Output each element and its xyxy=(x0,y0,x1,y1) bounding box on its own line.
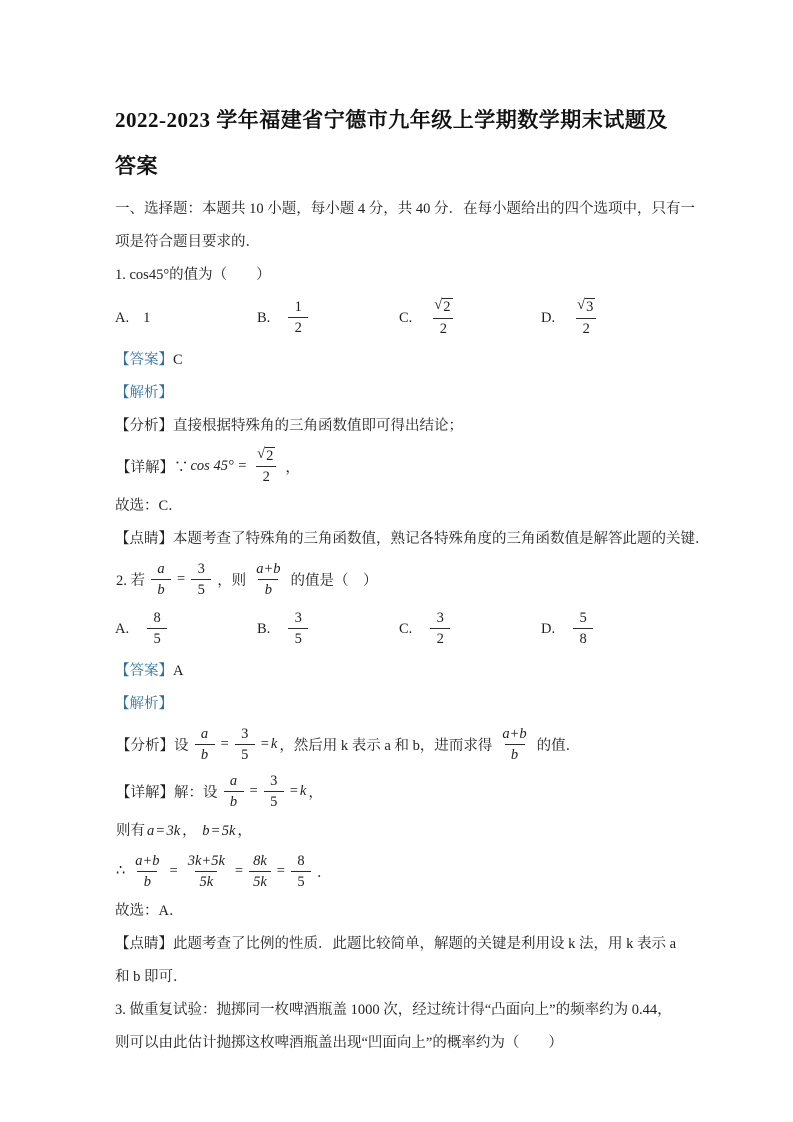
q1-option-b xyxy=(257,293,399,343)
math-text: = xyxy=(276,863,285,879)
q2-dianjing-line2: 和 b 即可． xyxy=(115,969,188,985)
math-text: ，然后用 k 表示 a 和 b，进而求得 xyxy=(279,738,493,754)
q1-xiangjie xyxy=(115,443,683,490)
fraction: $\frac{a+b}{b}$ xyxy=(256,560,281,598)
math-variable: b xyxy=(202,823,210,839)
math-text: = xyxy=(156,823,165,839)
math-variable: cos 45° = xyxy=(190,458,248,474)
radical-sign: √ 3 xyxy=(577,297,594,316)
q2-answer-value: A xyxy=(173,663,184,679)
math-text: 【分析】设 xyxy=(116,738,189,754)
q1-option-d-label: D. xyxy=(541,309,556,326)
math-text: ， xyxy=(308,785,323,801)
q1-option-c-label: C. xyxy=(399,309,413,326)
math-variable: a xyxy=(147,823,155,839)
math-text: = xyxy=(169,863,178,879)
q2-stem xyxy=(115,556,683,603)
fraction: $\frac{1}{2}$ xyxy=(288,299,308,336)
doc-title-line2: 答案 xyxy=(115,154,158,178)
math-text: 1 xyxy=(143,309,151,326)
q2-option-a-value xyxy=(142,610,172,647)
q2-option-b-label: B. xyxy=(257,620,271,637)
q2-guxuan: 故选：A． xyxy=(115,903,184,919)
q1-answer-value: C xyxy=(173,352,183,368)
fraction: $\frac{3}{5}$ xyxy=(235,726,255,763)
q1-answer-line xyxy=(115,344,683,377)
q1-option-c-value xyxy=(425,298,461,337)
q2-jiexi-label: 【解析】 xyxy=(115,696,173,712)
math-text: ， xyxy=(237,823,252,839)
fraction: $\frac{3}{5}$ xyxy=(191,561,211,598)
q1-option-a-label: A. xyxy=(115,309,130,326)
q2-dianjing-line1: 【点睛】此题考查了比例的性质．此题比较简单，解题的关键是利用设 k 法，用 k 表示 a xyxy=(115,936,677,952)
radical-sign: √ 2 xyxy=(257,445,274,464)
math-text: 的值． xyxy=(536,738,581,754)
math-text: ， xyxy=(182,823,201,839)
section-header-line2: 项是符合题目要求的． xyxy=(115,234,260,250)
math-text: = xyxy=(249,783,258,799)
q1-jiexi-label: 【解析】 xyxy=(115,385,173,401)
q1-fenxi: 【分析】直接根据特殊角的三角函数值即可得出结论； xyxy=(115,418,463,434)
q1-dianjing: 【点睛】本题考查了特殊角的三角函数值，熟记各特殊角度的三角函数值是解答此题的关键． xyxy=(115,531,710,547)
math-text: = xyxy=(260,736,269,752)
math-text: = xyxy=(220,736,229,752)
q3-stem-line1: 3. 做重复试验：抛掷同一枚啤酒瓶盖 1000 次，经过统计得“凸面向上”的频率约为 0.44， xyxy=(115,1002,672,1018)
fraction: $\frac{a+b}{b}$ xyxy=(502,725,527,763)
math-text: = xyxy=(211,823,220,839)
fraction: $\frac{a}{b}$ xyxy=(151,561,171,598)
fraction: $\frac{5}{8}$ xyxy=(573,610,593,647)
math-variable: k xyxy=(299,783,307,799)
question-3 xyxy=(115,994,683,1060)
q2-answer-label: 【答案】 xyxy=(115,663,173,679)
fraction: $\frac{8k}{5k}$ xyxy=(249,853,271,890)
fraction: $\frac{a}{b}$ xyxy=(195,726,215,763)
radical-sign: √ 2 xyxy=(434,297,451,316)
math-text: ． xyxy=(316,865,332,881)
math-variable: k xyxy=(270,736,278,752)
math-text: = xyxy=(289,783,298,799)
section-choice-header xyxy=(115,193,695,259)
fraction: $\frac{a+b}{b}$ xyxy=(135,852,160,890)
math-variable: 3k xyxy=(166,823,181,839)
doc-title xyxy=(115,97,683,189)
fraction: $\frac{3k+5k}{5k}$ xyxy=(187,852,225,890)
q1-option-b-value xyxy=(283,299,313,336)
q2-option-d-label: D. xyxy=(541,620,556,637)
math-text: ， xyxy=(285,460,300,476)
q1-option-a-value xyxy=(142,310,151,327)
math-text: 【详解】∵ xyxy=(116,460,189,476)
q1-guxuan: 故选：C． xyxy=(115,498,183,514)
q1-option-d-value xyxy=(568,298,604,337)
math-text: = xyxy=(234,863,244,879)
question-2 xyxy=(115,556,683,994)
q2-option-c-value xyxy=(425,610,455,647)
math-text: = xyxy=(177,571,186,587)
q2-option-b-value xyxy=(283,610,313,647)
section-header-line1: 一、选择题：本题共 10 小题，每小题 4 分，共 40 分．在每小题给出的四个选项中，只有一 xyxy=(115,201,695,217)
q2-option-a xyxy=(115,604,257,654)
q1-answer-label: 【答案】 xyxy=(115,352,173,368)
q2-option-b xyxy=(257,604,399,654)
q1-option-c xyxy=(399,293,541,343)
fraction: √ 2 2 xyxy=(430,298,456,337)
q2-answer-line xyxy=(115,655,683,688)
math-text: 则有 xyxy=(116,823,145,839)
doc-title-line1: 2022-2023 学年福建省宁德市九年级上学期数学期末试题及 xyxy=(115,108,668,132)
math-text: ∴ xyxy=(116,863,126,879)
math-text: 的值是（ ） xyxy=(290,573,378,589)
q1-stem: 1. cos45°的值为（ ） xyxy=(115,267,271,283)
fraction: $\frac{8}{5}$ xyxy=(291,853,311,890)
q2-option-c xyxy=(399,604,541,654)
math-variable: 5k xyxy=(221,823,236,839)
q2-fenxi xyxy=(115,721,683,768)
fraction: $\frac{a}{b}$ xyxy=(224,773,244,810)
fraction: √ 2 2 xyxy=(253,447,279,486)
math-text: 2. 若 xyxy=(116,573,145,589)
q2-therefore xyxy=(115,848,683,895)
fraction: $\frac{3}{5}$ xyxy=(288,610,308,647)
q1-option-d xyxy=(541,293,683,343)
q2-options xyxy=(115,604,683,654)
q1-option-a xyxy=(115,293,257,343)
q2-option-a-label: A. xyxy=(115,620,130,637)
q3-stem-line2: 则可以由此估计抛掷这枚啤酒瓶盖出现“凹面向上”的概率约为（ ） xyxy=(115,1035,563,1051)
fraction: √ 3 2 xyxy=(573,298,599,337)
question-1 xyxy=(115,259,710,556)
q2-zeyou xyxy=(115,815,683,848)
q2-option-d-value xyxy=(568,610,598,647)
math-text: 【详解】解：设 xyxy=(116,785,218,801)
q1-options xyxy=(115,293,683,343)
fraction: $\frac{3}{2}$ xyxy=(430,610,450,647)
q2-xiangjie xyxy=(115,768,683,815)
q1-option-b-label: B. xyxy=(257,309,271,326)
q2-option-d xyxy=(541,604,683,654)
fraction: $\frac{3}{5}$ xyxy=(264,773,284,810)
math-text: ，则 xyxy=(217,573,247,589)
q2-option-c-label: C. xyxy=(399,620,413,637)
fraction: $\frac{8}{5}$ xyxy=(147,610,167,647)
